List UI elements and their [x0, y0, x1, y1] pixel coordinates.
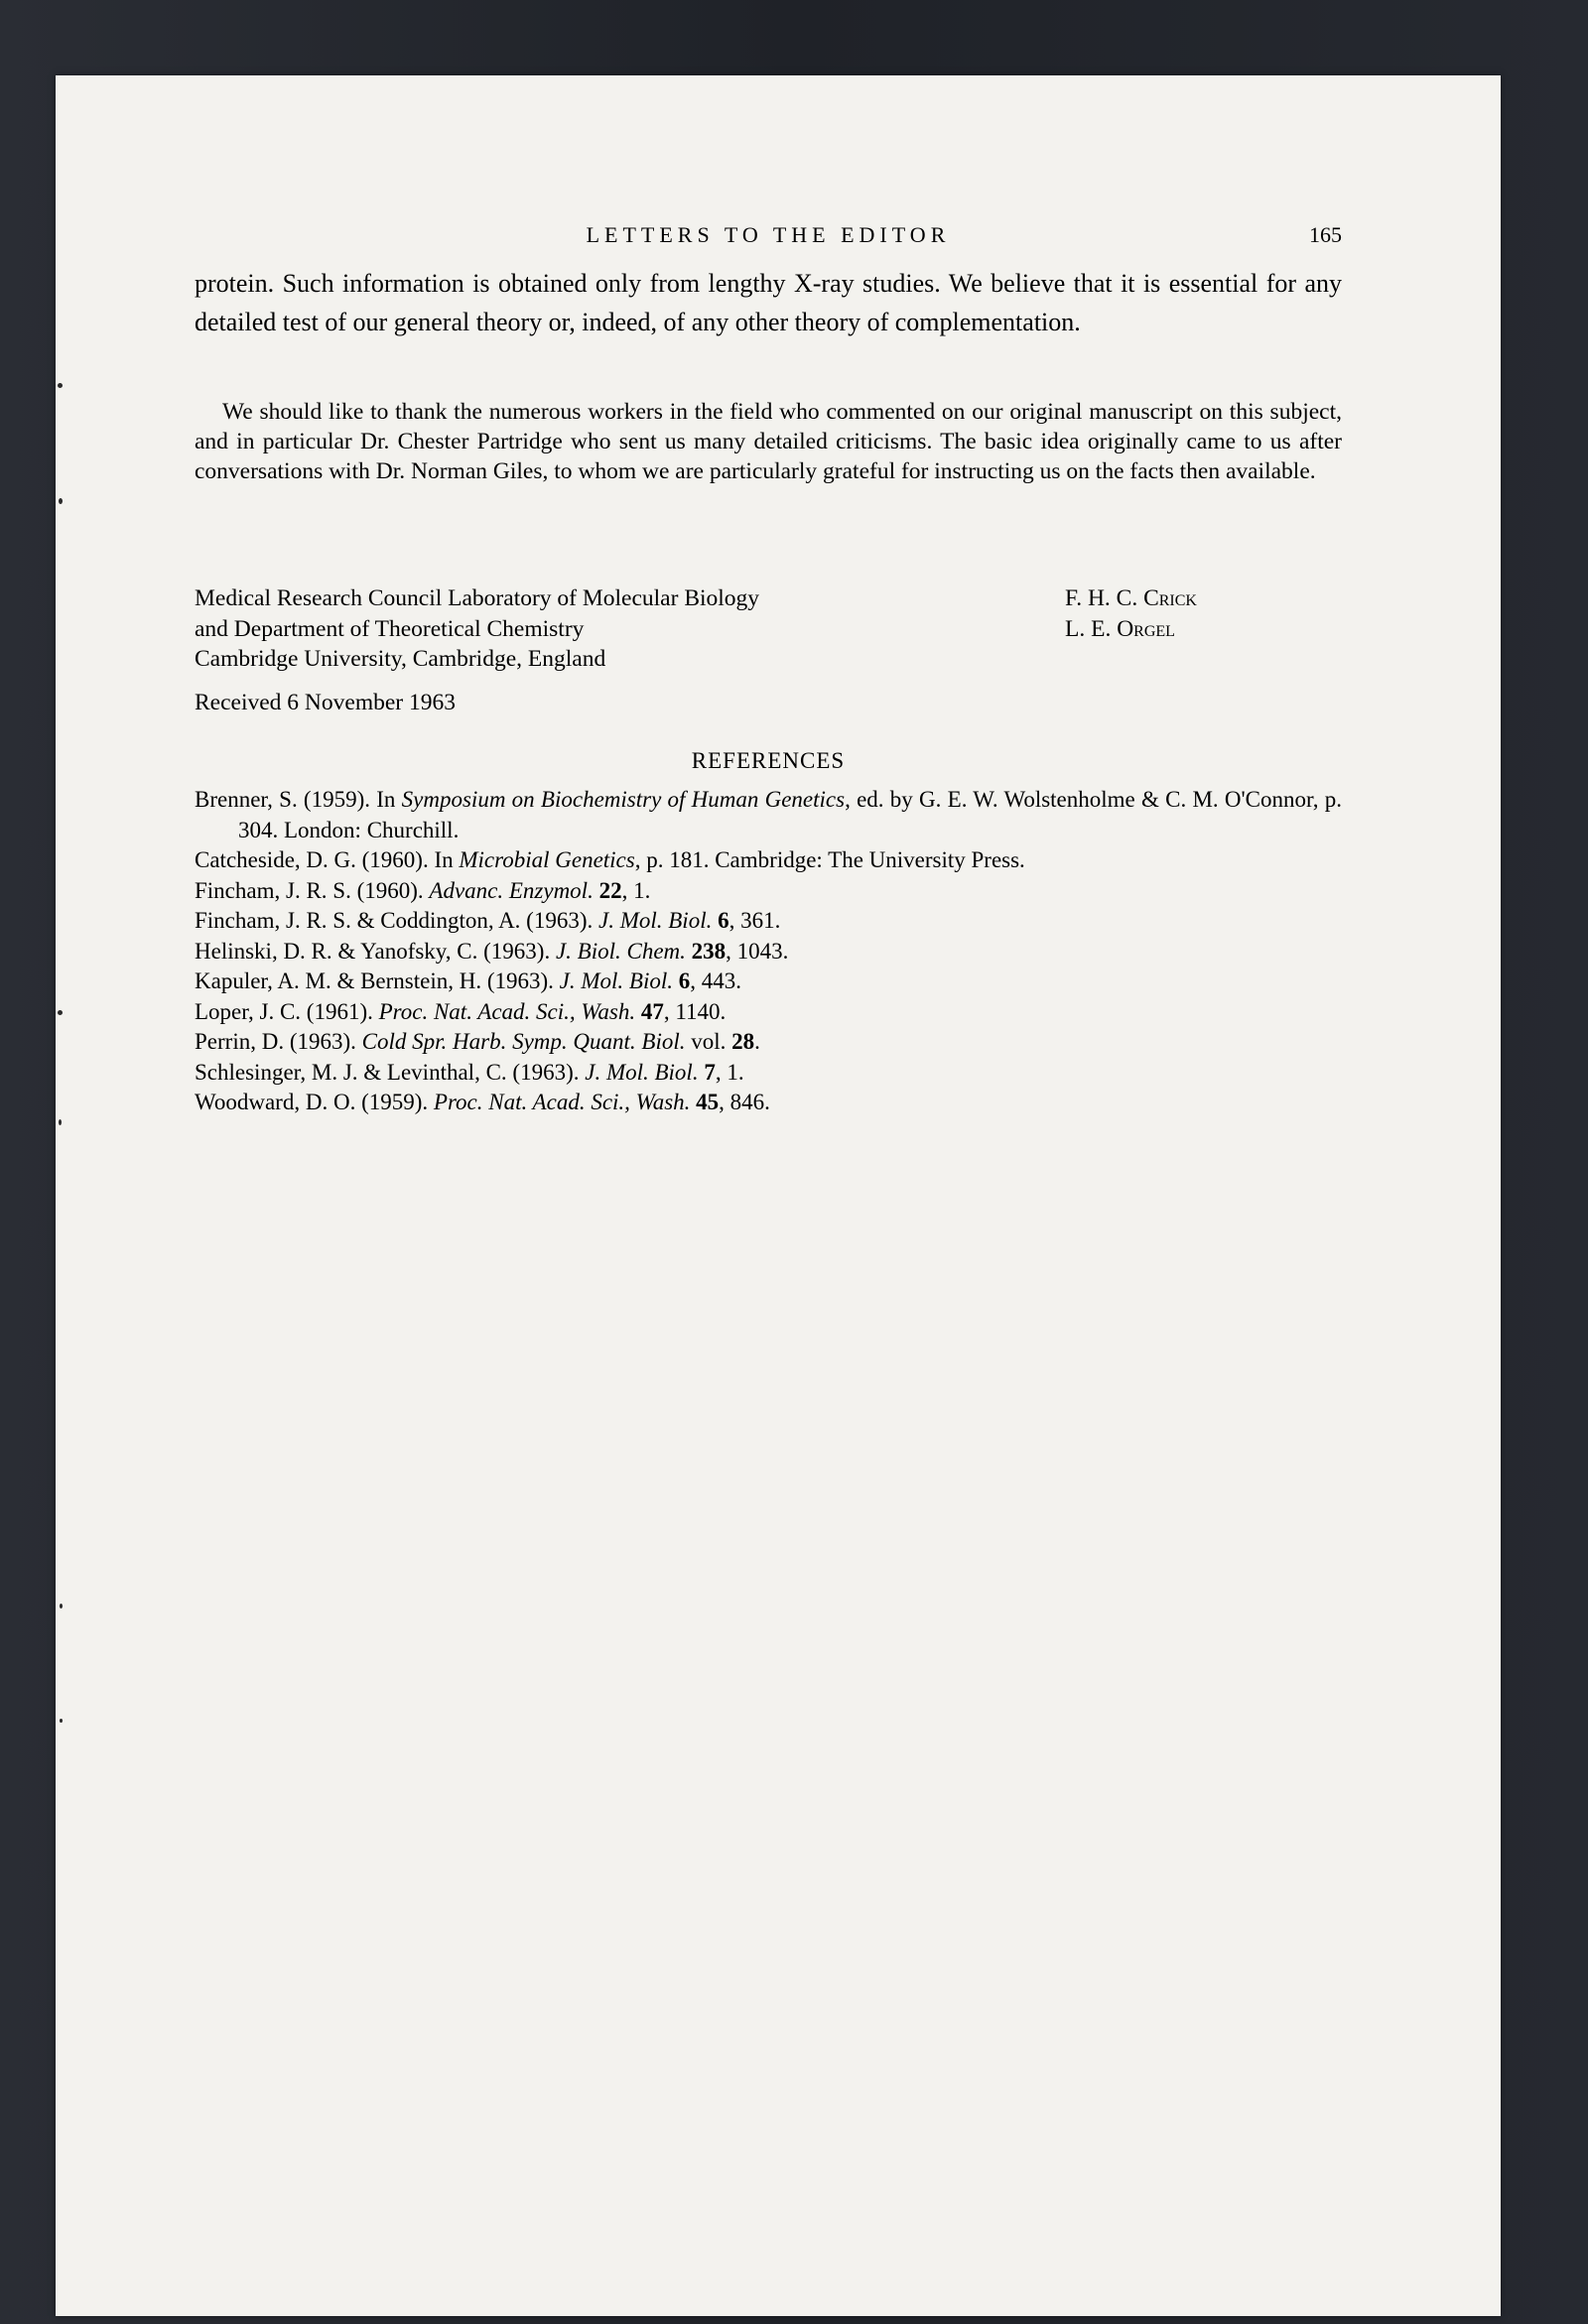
reference-volume: 45: [696, 1090, 720, 1114]
reference-volume: 6: [718, 908, 729, 933]
reference-pages: , 443.: [690, 968, 742, 993]
reference-item: [195, 967, 1342, 997]
reference-list: [195, 785, 1342, 1118]
affiliation-block: [195, 583, 949, 675]
reference-item: [195, 876, 1342, 907]
reference-authors: Helinski, D. R. & Yanofsky, C. (1963).: [195, 938, 556, 964]
reference-pages: , 361.: [728, 908, 781, 933]
reference-volume: 22: [598, 877, 622, 903]
reference-pages: , 1.: [715, 1059, 744, 1085]
reference-authors: Schlesinger, M. J. & Levinthal, C. (1963).: [195, 1059, 586, 1085]
affiliation-line: Medical Research Council Laboratory of Molecular Biology: [195, 585, 760, 611]
running-title: LETTERS TO THE EDITOR: [586, 222, 951, 247]
author-block: [1065, 583, 1323, 644]
margin-speck: [60, 1604, 63, 1609]
reference-authors: Catcheside, D. G. (1960). In: [195, 847, 460, 872]
reference-source: Proc. Nat. Acad. Sci., Wash.: [433, 1090, 691, 1114]
reference-source: J. Mol. Biol.: [559, 968, 674, 993]
affiliation-line: and Department of Theoretical Chemistry: [195, 615, 585, 642]
reference-item: [195, 845, 1342, 876]
reference-volume: 7: [704, 1059, 716, 1085]
acknowledgement-paragraph: We should like to thank the numerous workers in the field who commented on our original manuscript on this subject, and in particular Dr. Chester Partridge who sent us many detailed criticisms. The basic idea originally came to us after conversations with Dr. Norman Giles, to whom we are particularly grateful for instructing us on the facts then available.: [195, 399, 1342, 484]
reference-volume: 47: [640, 998, 664, 1024]
reference-volume: 238: [691, 938, 727, 964]
continuation-paragraph: protein. Such information is obtained only from lengthy X-ray studies. We believe that it is essential for any detailed test of our general theory or, indeed, of any other theory of complementation.: [195, 269, 1342, 336]
margin-speck: [59, 1119, 62, 1125]
reference-authors: Fincham, J. R. S. & Coddington, A. (1963).: [195, 908, 598, 933]
affiliation-line: Cambridge University, Cambridge, England: [195, 646, 606, 672]
reference-authors: Kapuler, A. M. & Bernstein, H. (1963).: [195, 968, 560, 993]
reference-source: J. Biol. Chem.: [555, 938, 686, 964]
margin-speck: [58, 1010, 63, 1015]
reference-source: J. Mol. Biol.: [585, 1059, 699, 1085]
reference-pages: , p. 181. Cambridge: The University Press.: [634, 847, 1025, 872]
reference-item: [195, 1088, 1342, 1118]
reference-pages: , 1140.: [663, 998, 727, 1024]
reference-authors: Fincham, J. R. S. (1960).: [195, 877, 430, 903]
reference-item: [195, 1058, 1342, 1089]
reference-authors: Brenner, S. (1959). In: [195, 787, 402, 812]
page-number: 165: [1309, 222, 1342, 247]
reference-item: [195, 906, 1342, 937]
reference-item: Perrin, D. (1963). Cold Spr. Harb. Symp. Quant. Biol. vol. 28.: [195, 1029, 760, 1054]
received-date: Received 6 November 1963: [195, 690, 456, 715]
reference-source: Proc. Nat. Acad. Sci., Wash.: [378, 998, 636, 1024]
author-name: L. E. Orgel: [1065, 615, 1175, 642]
margin-speck: [58, 383, 63, 388]
reference-volume: 28: [731, 1029, 755, 1054]
references-heading: REFERENCES: [691, 748, 846, 773]
reference-volume: 6: [678, 968, 691, 993]
reference-item: [195, 785, 1342, 845]
reference-source: Advanc. Enzymol.: [429, 877, 594, 903]
reference-item: [195, 997, 1342, 1028]
reference-source: Symposium on Biochemistry of Human Genetics: [401, 787, 846, 812]
reference-authors: Perrin, D. (1963).: [195, 1029, 362, 1054]
reference-source: Microbial Genetics: [459, 847, 635, 872]
running-head: [195, 222, 1342, 252]
reference-authors: Loper, J. C. (1961).: [195, 998, 379, 1024]
reference-authors: Woodward, D. O. (1959).: [195, 1090, 434, 1114]
reference-source: J. Mol. Biol.: [598, 908, 713, 933]
reference-item: [195, 937, 1342, 968]
reference-pages: , 1.: [621, 877, 651, 903]
reference-source: Cold Spr. Harb. Symp. Quant. Biol.: [361, 1029, 686, 1054]
reference-pages: , ed. by G. E. W. Wolstenholme & C. M. O'Connor, p. 304. London: Churchill.: [238, 787, 1342, 842]
margin-speck: [59, 498, 63, 504]
reference-pages: , 1043.: [726, 938, 789, 964]
author-name: F. H. C. Crick: [1065, 585, 1197, 611]
reference-pages: .: [754, 1029, 760, 1054]
margin-speck: [60, 1719, 63, 1723]
reference-pages: , 846.: [719, 1090, 770, 1114]
